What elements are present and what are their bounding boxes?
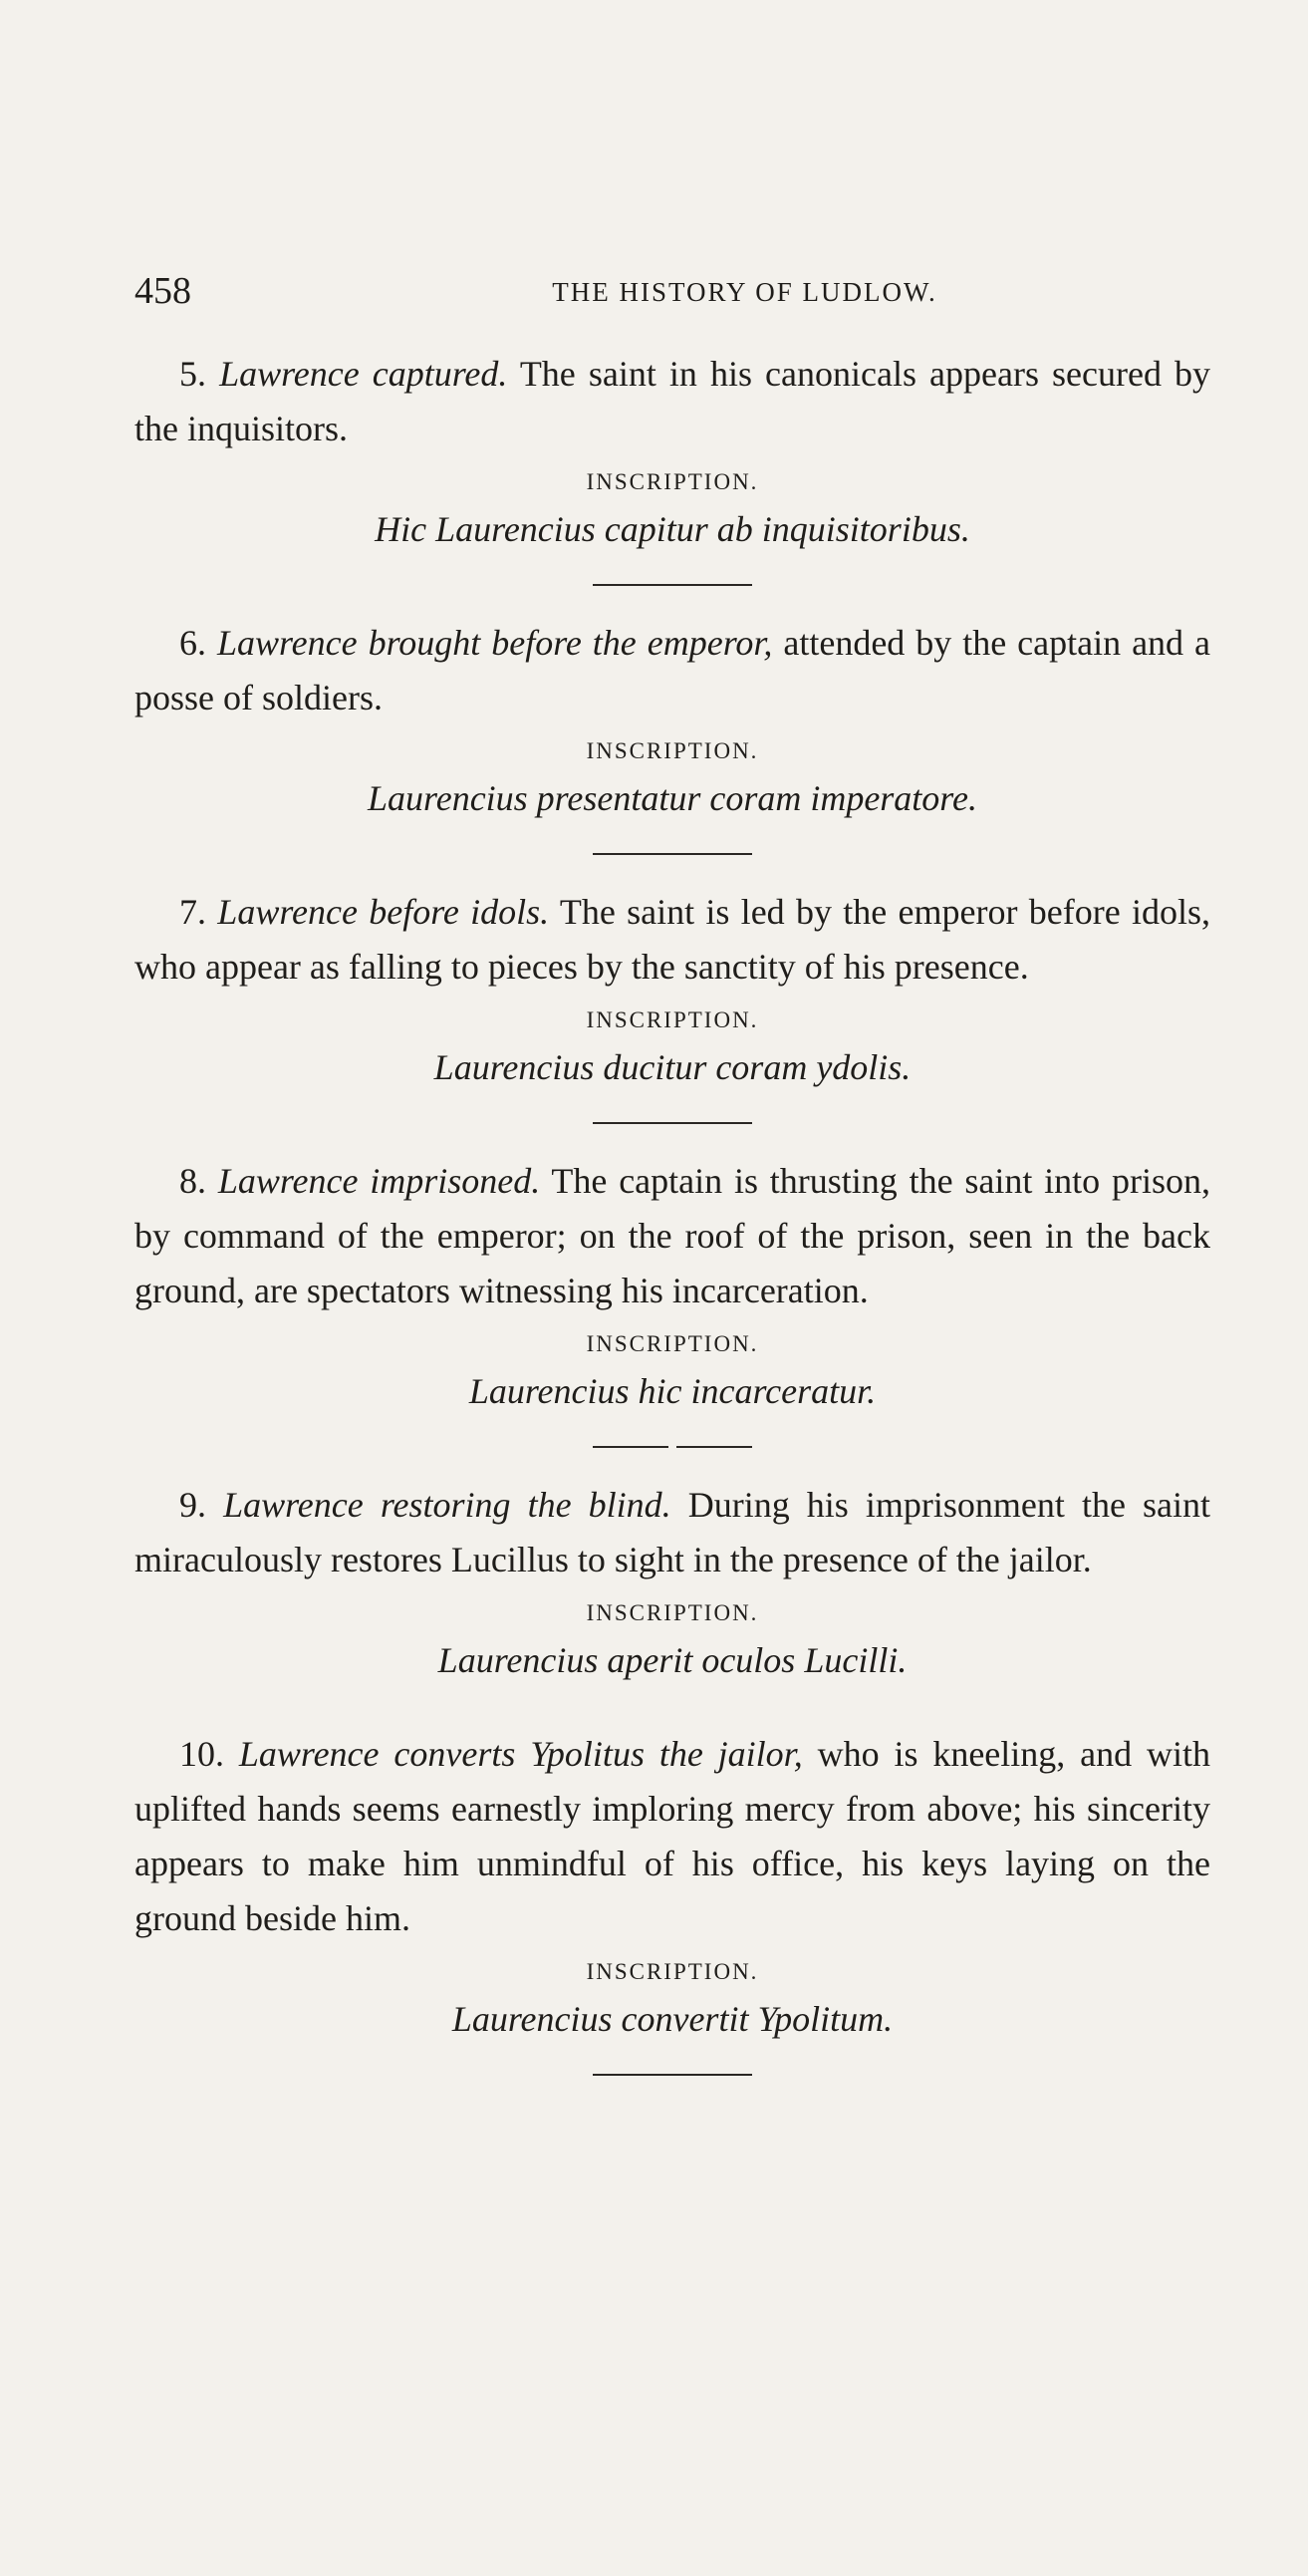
page: [134, 269, 1210, 2106]
section-divider: [593, 1446, 752, 1448]
inscription-text: Laurencius presentatur coram imperatore.: [368, 778, 977, 818]
entry-title: Lawrence imprisoned.: [217, 1161, 541, 1201]
section-gap: [134, 1687, 1210, 1727]
inscription-text: Laurencius convertit Ypolitum.: [451, 1999, 894, 2039]
entry-paragraph: [134, 1478, 1210, 1587]
page-number: 458: [134, 270, 191, 312]
entry-text: The saint is led by the emperor before idols, who appear as falling to pieces by the sanctity of his presence.: [134, 892, 1211, 987]
entry-text: The saint in his canonicals appears secured by the inquisitors.: [134, 354, 1211, 448]
entry-number: 5.: [179, 354, 206, 394]
inscription-label: INSCRIPTION.: [586, 1959, 759, 1984]
section-divider: [593, 584, 752, 586]
inscription-label: INSCRIPTION.: [586, 1007, 759, 1032]
inscription-label: INSCRIPTION.: [586, 1331, 759, 1356]
section-divider: [593, 853, 752, 855]
running-head: THE HISTORY OF LUDLOW.: [552, 277, 937, 307]
entry-9: [134, 1478, 1210, 1687]
entry-paragraph: [134, 616, 1210, 725]
entry-title: Lawrence before idols.: [217, 892, 550, 932]
entry-6: [134, 616, 1210, 825]
entry-number: 6.: [179, 623, 206, 663]
entry-title: Lawrence brought before the emperor,: [216, 623, 773, 663]
inscription-text: Laurencius hic incarceratur.: [468, 1371, 877, 1411]
entry-number: 8.: [179, 1161, 206, 1201]
entry-text: During his imprisonment the saint miraculously restores Lucillus to sight in the presence of the jailor.: [134, 1485, 1210, 1579]
entry-number: 10.: [179, 1734, 224, 1774]
inscription-label: INSCRIPTION.: [586, 738, 759, 763]
inscription-label: INSCRIPTION.: [586, 1600, 759, 1625]
entry-text: who is kneeling, and with uplifted hands seems earnestly imploring mercy from above; his sincerity appears to make him unmindful of his office, his keys laying on the ground beside him.: [134, 1734, 1211, 1938]
entry-text: The captain is thrusting the saint into prison, by command of the emperor; on the roof of the prison, seen in the back ground, are spectators witnessing his incarceration.: [134, 1161, 1210, 1310]
section-divider: [593, 1122, 752, 1124]
inscription-text: Laurencius ducitur coram ydolis.: [433, 1047, 912, 1087]
inscription-label: INSCRIPTION.: [586, 469, 759, 494]
entry-title: Lawrence captured.: [219, 354, 508, 394]
entry-number: 9.: [179, 1485, 206, 1525]
page-header: [134, 269, 1210, 329]
entry-title: Lawrence converts Ypolitus the jailor,: [238, 1734, 803, 1774]
section-divider: [593, 2074, 752, 2076]
entry-paragraph: [134, 347, 1210, 456]
entry-text: attended by the captain and a posse of soldiers.: [134, 623, 1210, 717]
entry-7: [134, 885, 1210, 1094]
entry-paragraph: [134, 885, 1210, 995]
entry-8: [134, 1154, 1210, 1418]
entry-5: [134, 347, 1210, 556]
inscription-text: Hic Laurencius capitur ab inquisitoribus.: [375, 509, 970, 549]
entry-10: [134, 1727, 1210, 2046]
entry-title: Lawrence restoring the blind.: [223, 1485, 671, 1525]
entry-paragraph: [134, 1154, 1210, 1318]
entry-paragraph: [134, 1727, 1210, 1946]
inscription-text: Laurencius aperit oculos Lucilli.: [437, 1640, 908, 1680]
entry-number: 7.: [179, 892, 206, 932]
